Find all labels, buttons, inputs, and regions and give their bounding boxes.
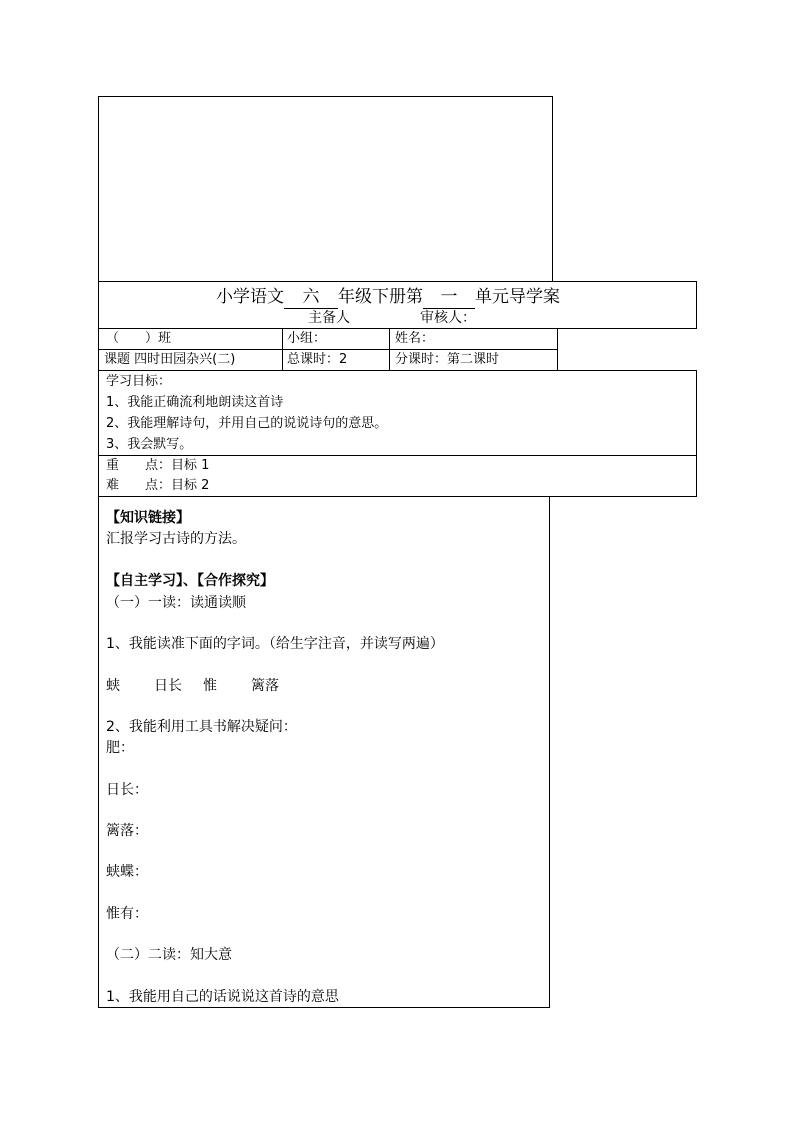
grade-field: 六 bbox=[284, 286, 338, 309]
task2: 2、我能利用工具书解决疑问： bbox=[106, 719, 297, 735]
word-item: 日长 bbox=[154, 678, 182, 694]
knowledge-link-heading: 【知识链接】 bbox=[106, 510, 190, 526]
term-item: 蛱蝶： bbox=[106, 864, 148, 880]
word-item: 篱落 bbox=[251, 678, 279, 694]
word-item: 蛱 bbox=[106, 678, 120, 694]
task1: 1、我能读准下面的字词。（给生字注音，并读写两遍） bbox=[106, 636, 444, 652]
goals-heading: 学习目标： bbox=[106, 374, 172, 389]
term-item: 惟有： bbox=[106, 906, 148, 922]
self-study-heading: 【自主学习】、【合作探究】 bbox=[106, 573, 274, 589]
term-item: 篱落： bbox=[106, 823, 148, 839]
topic-field: 课题 四时田园杂兴(二) bbox=[104, 352, 236, 367]
sub-lessons: 分课时：第二课时 bbox=[395, 352, 500, 367]
read1-heading: （一）一读：读通读顺 bbox=[106, 595, 246, 611]
total-lessons: 总课时：2 bbox=[287, 352, 348, 367]
info-row-divider bbox=[98, 349, 558, 350]
page-title bbox=[216, 286, 560, 309]
group-field: 小组： bbox=[287, 331, 327, 346]
title-prefix: 小学语文 bbox=[216, 287, 284, 307]
term-item: 肥： bbox=[106, 740, 134, 756]
word-item: 惟 bbox=[203, 678, 217, 694]
title-mid: 年级下册第 bbox=[338, 287, 423, 307]
info-col-divider-1 bbox=[282, 328, 283, 371]
class-field: （ ）班 bbox=[106, 331, 172, 346]
reviewer: 审核人： bbox=[420, 310, 476, 326]
main-preparer: 主备人 bbox=[308, 310, 350, 326]
difficult-point: 难 点：目标 2 bbox=[106, 478, 210, 493]
name-field: 姓名： bbox=[395, 331, 435, 346]
goal-item: 3、我会默写。 bbox=[106, 437, 193, 452]
info-col-divider-2 bbox=[389, 328, 390, 371]
title-suffix: 单元导学案 bbox=[475, 287, 560, 307]
unit-field: 一 bbox=[423, 286, 475, 309]
goal-item: 1、我能正确流利地朗读这首诗 bbox=[106, 395, 284, 410]
key-point: 重 点：目标 1 bbox=[106, 458, 210, 473]
knowledge-text: 汇报学习古诗的方法。 bbox=[106, 531, 246, 547]
task3: 1、我能用自己的话说说这首诗的意思 bbox=[106, 989, 339, 1005]
term-item: 日长： bbox=[106, 782, 148, 798]
top-frame bbox=[98, 96, 553, 282]
read2-heading: （二）二读：知大意 bbox=[106, 947, 232, 963]
goal-item: 2、我能理解诗句，并用自己的说说诗句的意思。 bbox=[106, 416, 388, 431]
